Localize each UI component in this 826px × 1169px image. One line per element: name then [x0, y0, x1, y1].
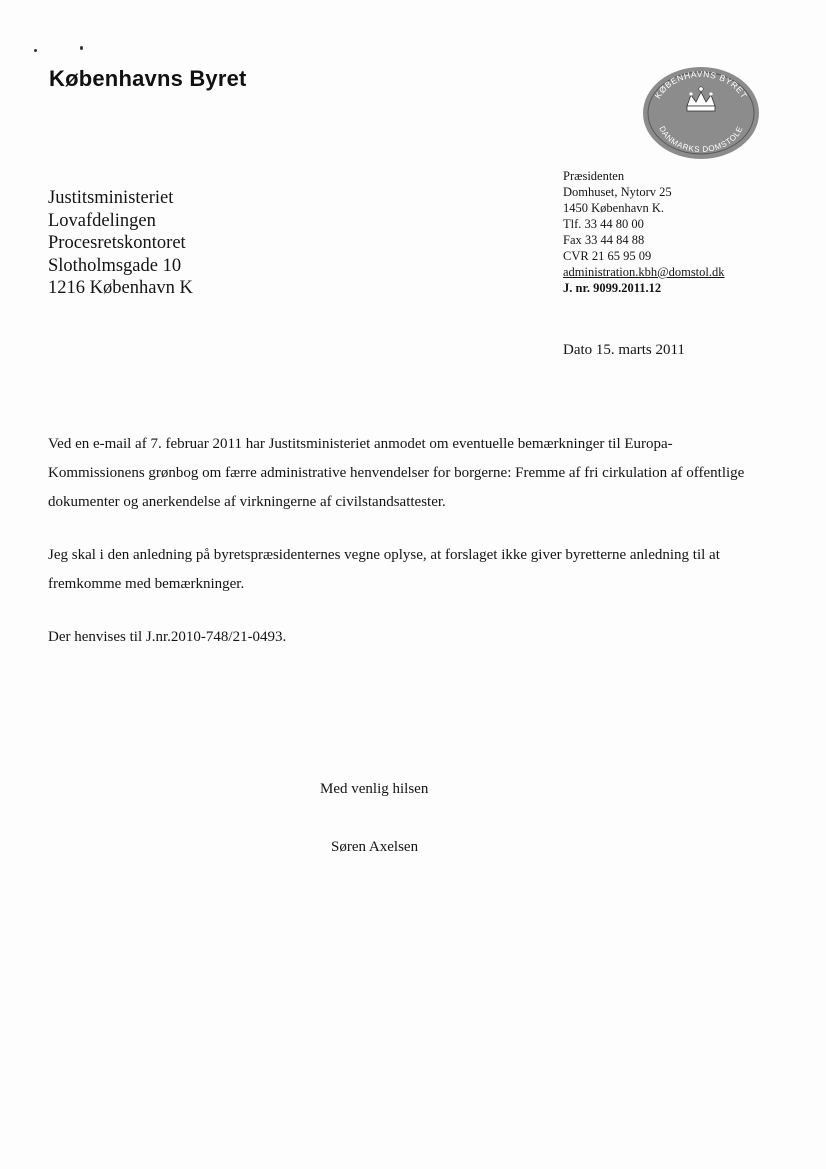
seal-bottom-text: DANMARKS DOMSTOLE — [657, 124, 745, 155]
sender-email-link[interactable]: administration.kbh@domstol.dk — [563, 265, 725, 279]
sender-city: 1450 København K. — [563, 201, 665, 215]
sender-case-number: J. nr. 9099.2011.12 — [563, 281, 662, 295]
sender-street: Domhuset, Nytorv 25 — [563, 185, 672, 199]
court-seal-icon — [642, 66, 760, 160]
letter-date: Dato 15. marts 2011 — [563, 342, 685, 358]
body-paragraph: Jeg skal i den anledning på byretspræsidenternes vegne oplyse, at forslaget ikke giver byretterne anledning til at fremkomme med bemærkninger. — [48, 547, 720, 592]
body-paragraph: Der henvises til J.nr.2010-748/21-0493. — [48, 629, 287, 645]
sender-title: Præsidenten — [563, 169, 625, 183]
sender-phone: Tlf. 33 44 80 00 — [563, 217, 644, 231]
court-name-heading: Københavns Byret — [49, 66, 247, 91]
recipient-line: Procesretskontoret — [48, 233, 186, 253]
sender-cvr: CVR 21 65 95 09 — [563, 249, 652, 263]
recipient-line: 1216 København K — [48, 278, 193, 298]
recipient-line: Slotholmsgade 10 — [48, 255, 182, 276]
seal-top-text: KØBENHAVNS BYRET — [652, 68, 750, 101]
recipient-line: Justitsministeriet — [48, 188, 174, 208]
recipient-address — [48, 187, 193, 300]
sender-contact-block — [563, 168, 725, 296]
closing-salutation: Med venlig hilsen — [320, 781, 429, 797]
letter-body — [48, 430, 748, 652]
scan-speck — [80, 46, 83, 50]
sender-fax: Fax 33 44 84 88 — [563, 233, 645, 247]
body-paragraph: Ved en e-mail af 7. februar 2011 har Justitsministeriet anmodet om eventuelle bemærkninger til Europa-Kommissionens grønbog om færre administrative henvendelser for borgerne: Fremme af fri cirkulation af offentlige dokumenter og anerkendelse af virkningerne af civilstandsattester. — [48, 436, 745, 510]
signatory-name: Søren Axelsen — [331, 839, 419, 855]
scan-speck — [34, 49, 37, 52]
recipient-line: Lovafdelingen — [48, 210, 156, 231]
scan-specks — [30, 44, 90, 54]
